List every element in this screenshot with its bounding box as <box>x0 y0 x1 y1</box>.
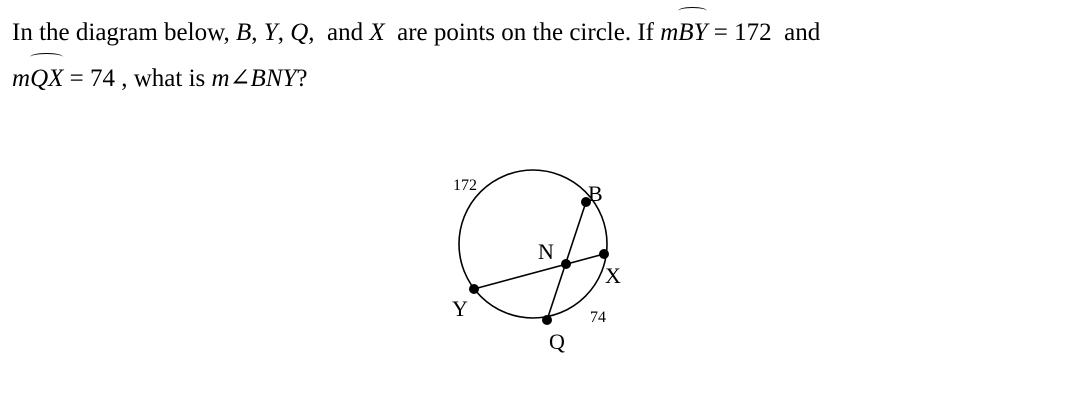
label-y: Y <box>452 296 468 321</box>
sep-3: , <box>308 19 315 46</box>
question-mark: ? <box>296 65 308 92</box>
point-b: B <box>236 19 252 46</box>
arc-label-qx: 74 <box>590 309 606 326</box>
point-q-dot <box>542 315 552 325</box>
point-n-dot <box>561 259 571 269</box>
angle-name: BNY <box>250 65 297 92</box>
measure-m-2: m <box>12 65 31 92</box>
sep-1: , <box>251 19 258 46</box>
arc-by-value: 172 <box>734 19 772 46</box>
point-x-dot <box>599 249 609 259</box>
question-text <box>12 10 1060 102</box>
equals-1: = <box>713 19 728 46</box>
diagram-svg <box>440 160 660 360</box>
label-b: B <box>588 181 603 206</box>
points-tail: are points on the circle. If <box>397 19 654 46</box>
circle-diagram <box>440 160 660 364</box>
arc-label-by: 172 <box>453 177 477 194</box>
and-word-2: and <box>784 19 821 46</box>
comma: , <box>121 65 128 92</box>
angle-symbol: ∠ <box>229 65 251 92</box>
point-x: X <box>369 19 385 46</box>
label-n: N <box>538 239 554 264</box>
what-is: what is <box>133 65 206 92</box>
intro-text: In the diagram below, <box>12 19 230 46</box>
point-y: Y <box>263 19 278 46</box>
measure-m-3: m <box>211 65 230 92</box>
circle <box>459 170 607 318</box>
point-y-dot <box>469 284 479 294</box>
arc-qx-value: 74 <box>90 65 115 92</box>
equals-2: = <box>69 65 84 92</box>
label-x: X <box>605 263 621 288</box>
sep-2: , <box>277 19 284 46</box>
arc-qx: QX <box>30 56 63 102</box>
measure-m-1: m <box>660 19 679 46</box>
arc-by: BY <box>678 10 707 56</box>
label-q: Q <box>549 329 565 354</box>
and-word: and <box>327 19 364 46</box>
point-q: Q <box>290 19 309 46</box>
